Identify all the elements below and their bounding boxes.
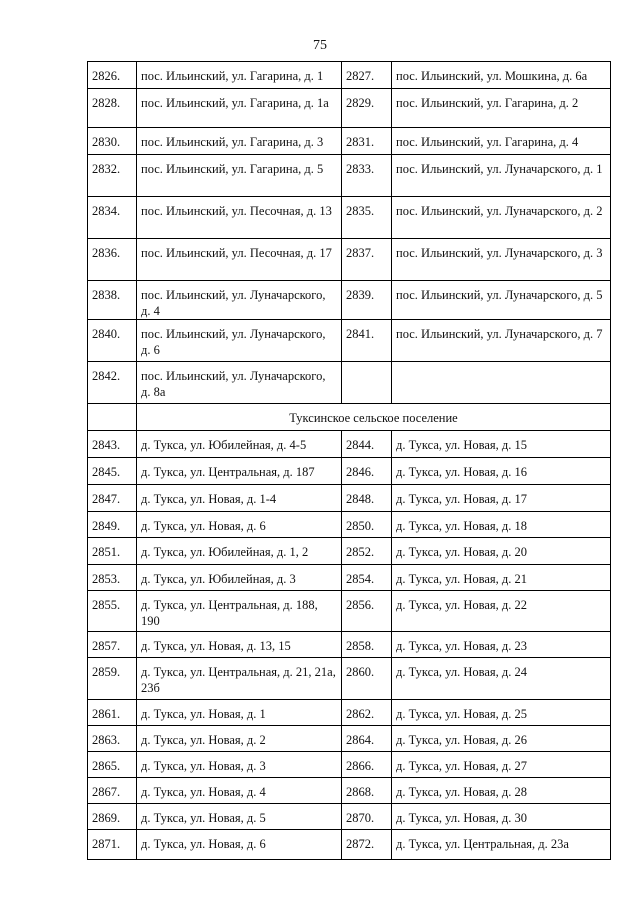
table-row xyxy=(88,62,611,89)
address-cell: д. Тукса, ул. Новая, д. 22 xyxy=(392,591,611,632)
address-cell: пос. Ильинский, ул. Луначарского, д. 7 xyxy=(392,320,611,362)
address-cell: д. Тукса, ул. Новая, д. 6 xyxy=(137,830,342,860)
record-number-cell: 2860. xyxy=(342,658,392,700)
address-cell: д. Тукса, ул. Новая, д. 6 xyxy=(137,512,342,538)
record-number-cell: 2868. xyxy=(342,778,392,804)
table-row xyxy=(88,752,611,778)
address-cell: д. Тукса, ул. Новая, д. 18 xyxy=(392,512,611,538)
record-number-cell: 2841. xyxy=(342,320,392,362)
record-number-cell: 2840. xyxy=(88,320,137,362)
address-cell: д. Тукса, ул. Центральная, д. 187 xyxy=(137,458,342,485)
address-cell: пос. Ильинский, ул. Гагарина, д. 4 xyxy=(392,128,611,155)
record-number-cell: 2828. xyxy=(88,89,137,128)
record-number-cell: 2833. xyxy=(342,155,392,197)
address-cell: д. Тукса, ул. Новая, д. 21 xyxy=(392,565,611,591)
record-number-cell: 2855. xyxy=(88,591,137,632)
table-row xyxy=(88,431,611,458)
address-cell: пос. Ильинский, ул. Гагарина, д. 1а xyxy=(137,89,342,128)
address-cell: д. Тукса, ул. Новая, д. 20 xyxy=(392,538,611,565)
record-number-cell: 2853. xyxy=(88,565,137,591)
address-table xyxy=(87,61,611,860)
address-cell: д. Тукса, ул. Центральная, д. 188, 190 xyxy=(137,591,342,632)
address-cell: д. Тукса, ул. Новая, д. 2 xyxy=(137,726,342,752)
table-row xyxy=(88,658,611,700)
table-row xyxy=(88,458,611,485)
address-cell: пос. Ильинский, ул. Гагарина, д. 5 xyxy=(137,155,342,197)
address-cell: д. Тукса, ул. Новая, д. 4 xyxy=(137,778,342,804)
record-number-cell: 2857. xyxy=(88,632,137,658)
address-cell: пос. Ильинский, ул. Луначарского, д. 8а xyxy=(137,362,342,404)
address-cell: д. Тукса, ул. Новая, д. 1 xyxy=(137,700,342,726)
table-row xyxy=(88,538,611,565)
table-row xyxy=(88,89,611,128)
address-cell: пос. Ильинский, ул. Гагарина, д. 2 xyxy=(392,89,611,128)
record-number-cell: 2847. xyxy=(88,485,137,512)
address-cell: пос. Ильинский, ул. Гагарина, д. 3 xyxy=(137,128,342,155)
address-cell: д. Тукса, ул. Новая, д. 28 xyxy=(392,778,611,804)
address-cell: д. Тукса, ул. Юбилейная, д. 1, 2 xyxy=(137,538,342,565)
record-number-cell: 2838. xyxy=(88,281,137,320)
record-number-cell: 2829. xyxy=(342,89,392,128)
record-number-cell: 2827. xyxy=(342,62,392,89)
address-cell: д. Тукса, ул. Новая, д. 24 xyxy=(392,658,611,700)
address-cell: пос. Ильинский, ул. Луначарского, д. 4 xyxy=(137,281,342,320)
record-number-cell: 2848. xyxy=(342,485,392,512)
address-cell: д. Тукса, ул. Новая, д. 23 xyxy=(392,632,611,658)
address-cell: д. Тукса, ул. Центральная, д. 21, 21а, 23б xyxy=(137,658,342,700)
record-number-cell: 2865. xyxy=(88,752,137,778)
record-number-cell: 2858. xyxy=(342,632,392,658)
table-row xyxy=(88,362,611,404)
address-cell: д. Тукса, ул. Новая, д. 26 xyxy=(392,726,611,752)
record-number-cell: 2863. xyxy=(88,726,137,752)
table-row xyxy=(88,726,611,752)
record-number-cell: 2854. xyxy=(342,565,392,591)
table-row xyxy=(88,804,611,830)
record-number-cell: 2859. xyxy=(88,658,137,700)
record-number-cell: 2861. xyxy=(88,700,137,726)
record-number-cell: 2831. xyxy=(342,128,392,155)
address-cell: д. Тукса, ул. Новая, д. 13, 15 xyxy=(137,632,342,658)
record-number-cell: 2844. xyxy=(342,431,392,458)
record-number-cell: 2846. xyxy=(342,458,392,485)
address-cell: пос. Ильинский, ул. Песочная, д. 13 xyxy=(137,197,342,239)
table-row xyxy=(88,565,611,591)
record-number-cell: 2836. xyxy=(88,239,137,281)
record-number-cell: 2832. xyxy=(88,155,137,197)
table-row xyxy=(88,320,611,362)
record-number-cell: 2850. xyxy=(342,512,392,538)
address-cell: д. Тукса, ул. Юбилейная, д. 3 xyxy=(137,565,342,591)
record-number-cell: 2852. xyxy=(342,538,392,565)
address-cell: пос. Ильинский, ул. Луначарского, д. 3 xyxy=(392,239,611,281)
section-title: Туксинское сельское поселение xyxy=(137,404,611,431)
record-number-cell: 2849. xyxy=(88,512,137,538)
record-number-cell: 2870. xyxy=(342,804,392,830)
record-number-cell: 2826. xyxy=(88,62,137,89)
address-cell: д. Тукса, ул. Новая, д. 25 xyxy=(392,700,611,726)
table-row xyxy=(88,239,611,281)
table-row xyxy=(88,128,611,155)
address-cell: д. Тукса, ул. Новая, д. 5 xyxy=(137,804,342,830)
address-cell: д. Тукса, ул. Новая, д. 17 xyxy=(392,485,611,512)
table-row xyxy=(88,155,611,197)
record-number-cell: 2839. xyxy=(342,281,392,320)
address-cell: пос. Ильинский, ул. Луначарского, д. 2 xyxy=(392,197,611,239)
record-number-cell: 2843. xyxy=(88,431,137,458)
section-row xyxy=(88,404,611,431)
record-number-cell: 2869. xyxy=(88,804,137,830)
section-number-cell xyxy=(88,404,137,431)
page-number: 75 xyxy=(313,38,327,53)
address-cell: д. Тукса, ул. Новая, д. 27 xyxy=(392,752,611,778)
address-cell: пос. Ильинский, ул. Мошкина, д. 6а xyxy=(392,62,611,89)
address-cell: пос. Ильинский, ул. Гагарина, д. 1 xyxy=(137,62,342,89)
record-number-cell: 2851. xyxy=(88,538,137,565)
table-row xyxy=(88,197,611,239)
record-number-cell: 2845. xyxy=(88,458,137,485)
address-cell: пос. Ильинский, ул. Песочная, д. 17 xyxy=(137,239,342,281)
record-number-cell: 2867. xyxy=(88,778,137,804)
table-row xyxy=(88,485,611,512)
record-number-cell: 2864. xyxy=(342,726,392,752)
address-cell xyxy=(392,362,611,404)
address-cell: пос. Ильинский, ул. Луначарского, д. 5 xyxy=(392,281,611,320)
record-number-cell: 2862. xyxy=(342,700,392,726)
table-row xyxy=(88,512,611,538)
address-cell: д. Тукса, ул. Новая, д. 1-4 xyxy=(137,485,342,512)
address-cell: д. Тукса, ул. Новая, д. 3 xyxy=(137,752,342,778)
table-row xyxy=(88,700,611,726)
address-cell: д. Тукса, ул. Центральная, д. 23а xyxy=(392,830,611,860)
table-row xyxy=(88,778,611,804)
address-cell: пос. Ильинский, ул. Луначарского, д. 1 xyxy=(392,155,611,197)
record-number-cell: 2842. xyxy=(88,362,137,404)
record-number-cell xyxy=(342,362,392,404)
record-number-cell: 2834. xyxy=(88,197,137,239)
record-number-cell: 2835. xyxy=(342,197,392,239)
record-number-cell: 2856. xyxy=(342,591,392,632)
record-number-cell: 2837. xyxy=(342,239,392,281)
table-row xyxy=(88,591,611,632)
record-number-cell: 2871. xyxy=(88,830,137,860)
record-number-cell: 2872. xyxy=(342,830,392,860)
address-cell: д. Тукса, ул. Новая, д. 15 xyxy=(392,431,611,458)
table-row xyxy=(88,632,611,658)
record-number-cell: 2830. xyxy=(88,128,137,155)
address-cell: пос. Ильинский, ул. Луначарского, д. 6 xyxy=(137,320,342,362)
record-number-cell: 2866. xyxy=(342,752,392,778)
table-row xyxy=(88,830,611,860)
address-cell: д. Тукса, ул. Юбилейная, д. 4-5 xyxy=(137,431,342,458)
address-cell: д. Тукса, ул. Новая, д. 30 xyxy=(392,804,611,830)
table-row xyxy=(88,281,611,320)
address-cell: д. Тукса, ул. Новая, д. 16 xyxy=(392,458,611,485)
